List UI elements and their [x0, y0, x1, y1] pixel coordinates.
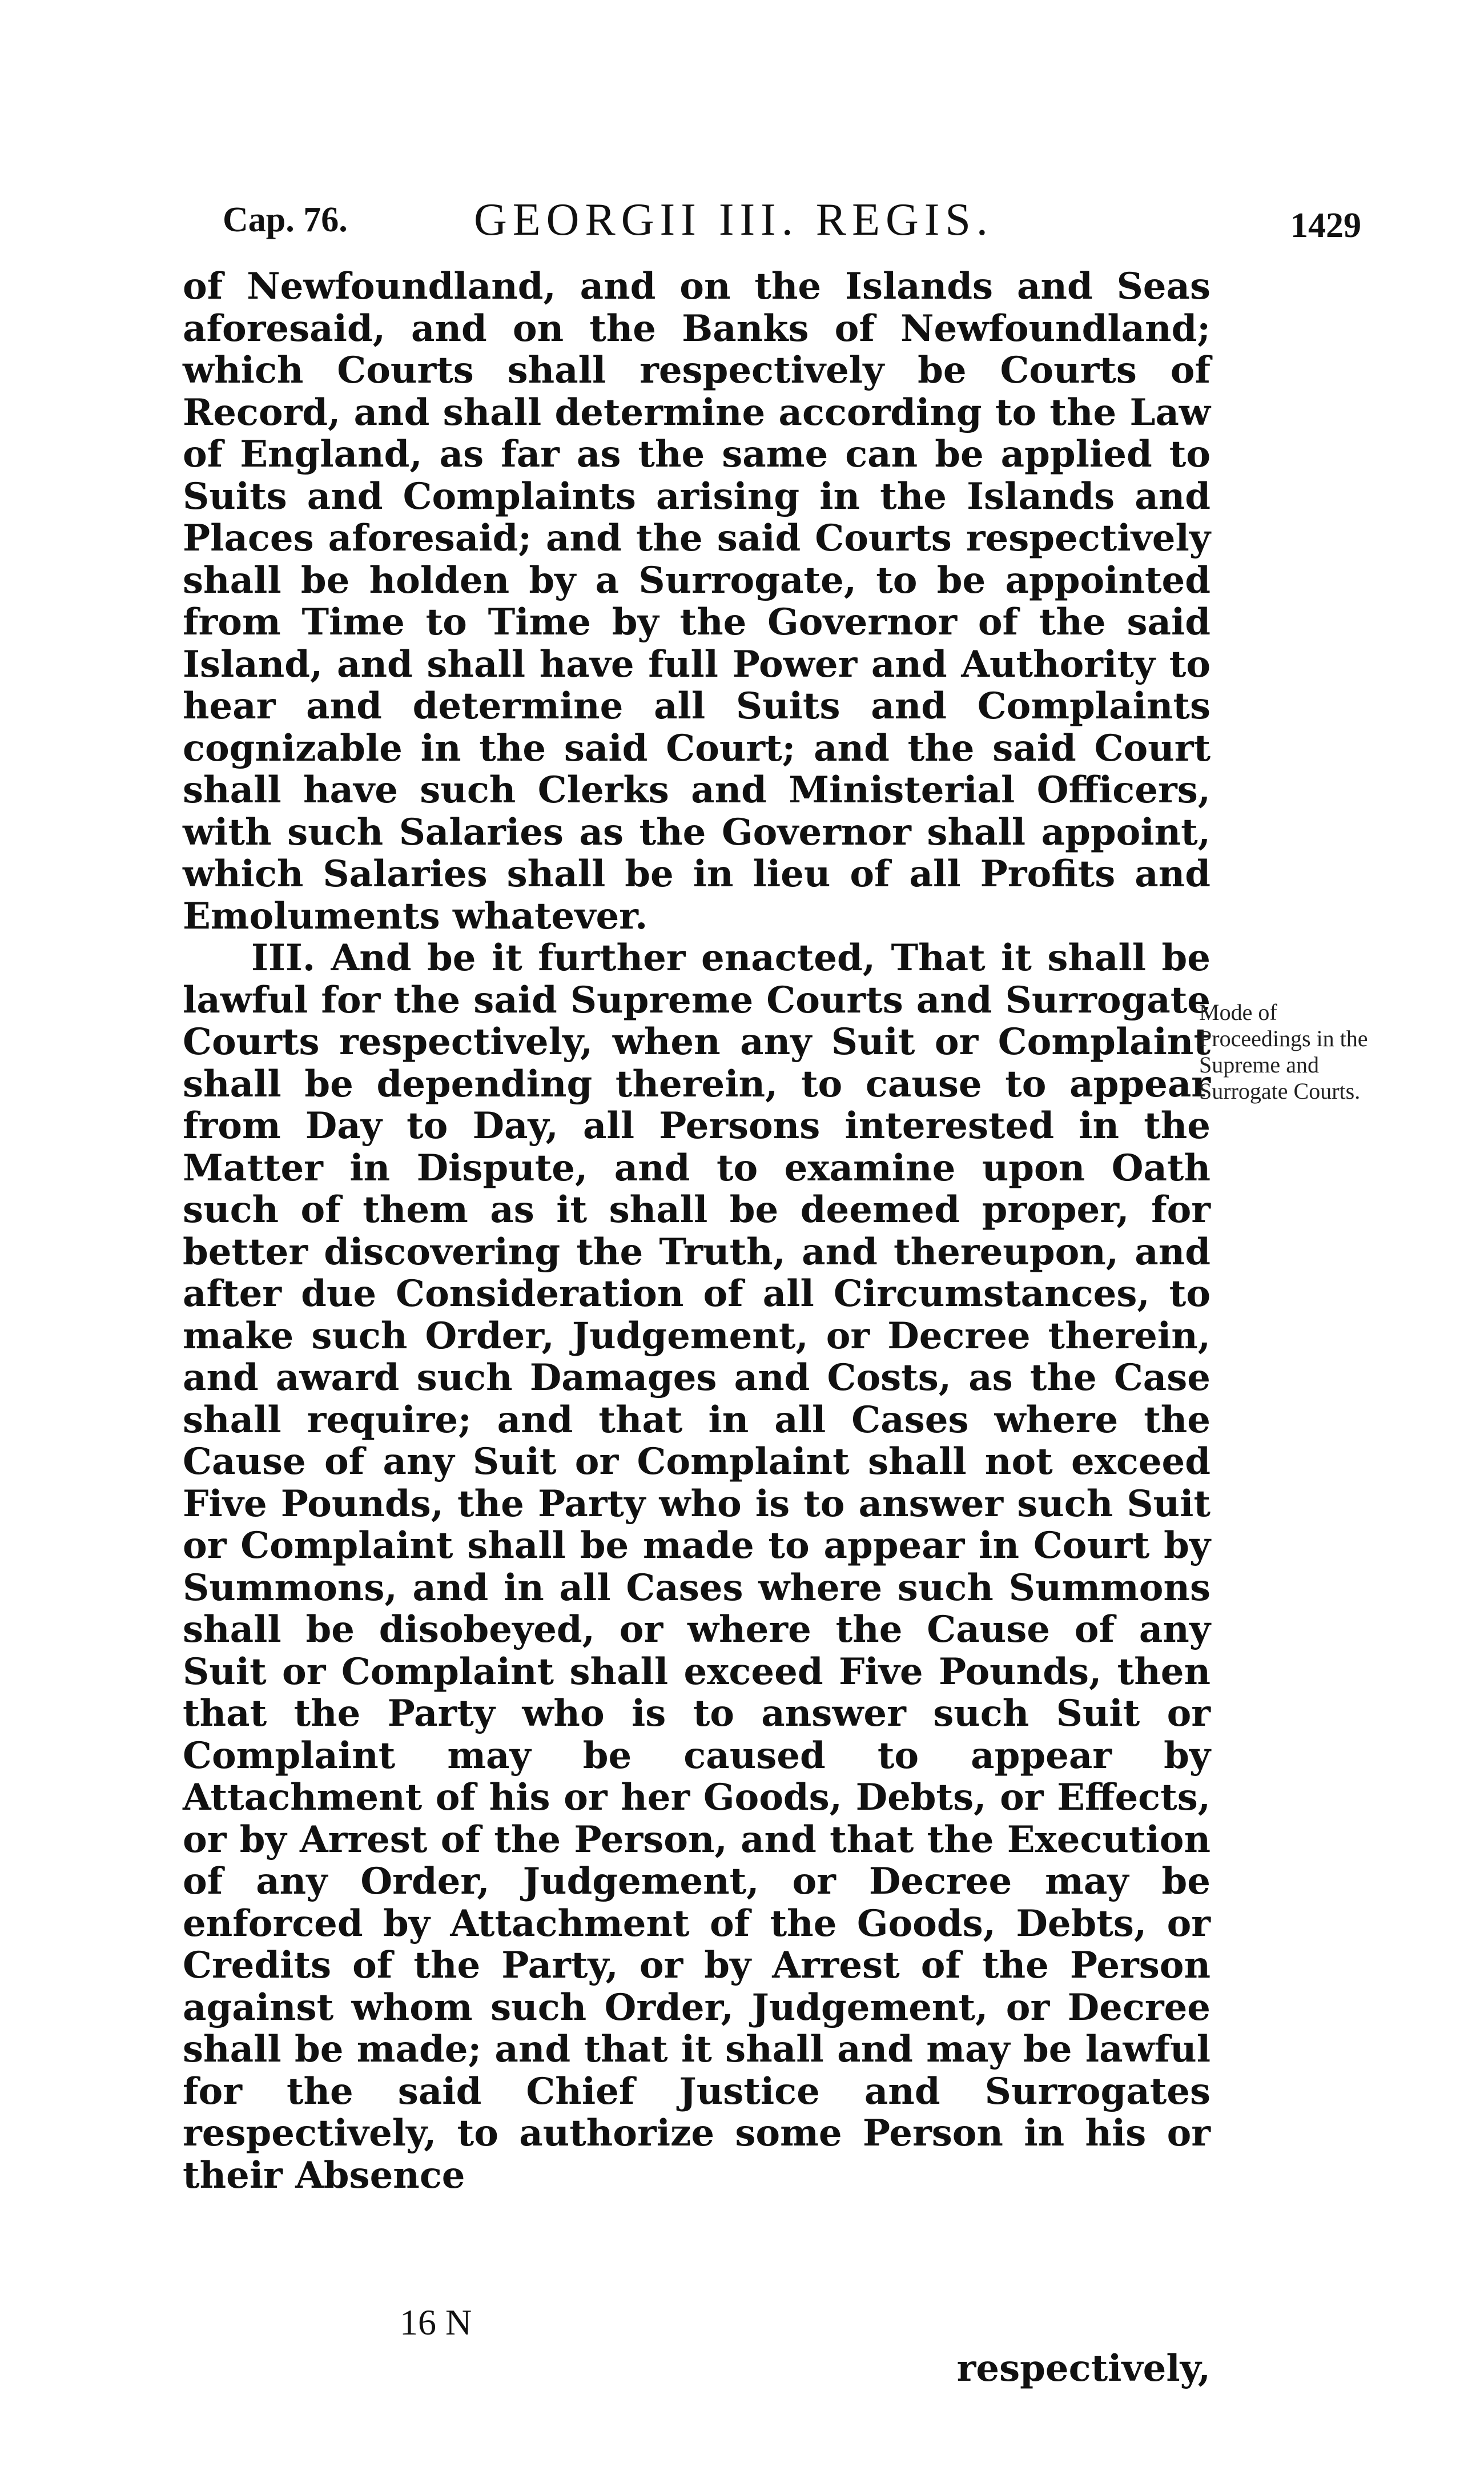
- page-number: 1429: [1290, 206, 1361, 245]
- margin-note: Mode of Proceedings in the Supreme and Surrogate Courts.: [1199, 999, 1368, 1104]
- running-head: GEORGII III. REGIS.: [474, 195, 994, 245]
- paragraph-section-iii: III. And be it further enacted, That it shall be lawful for the said Supreme Courts and Surrogate Courts respectively, when any Suit or Complaint shall be depending therein, to cause to appear from Day to Day, all Persons interested in the Matter in Dispute, and to examine upon Oath such of them as it shall be deemed proper, for better discovering the Truth, and thereupon, and after due Consideration of all Circumstances, to make such Order, Judgement, or Decree therein, and award such Damages and Costs, as the Case shall require; and that in all Cases where the Cause of any Suit or Complaint shall not exceed Five Pounds, the Party who is to answer such Suit or Complaint shall be made to appear in Court by Summons, and in all Cases where such Summons shall be disobeyed, or where the Cause of any Suit or Complaint shall exceed Five Pounds, then that the Party who is to answer such Suit or Complaint may be caused to appear by Attachment of his or her Goods, Debts, or Effects, or by Arrest of the Person, and that the Execution of any Order, Judgement, or Decree may be enforced by Attachment of the Goods, Debts, or Credits of the Party, or by Arrest of the Person against whom such Order, Judgement, or Decree shall be made; and that it shall and may be lawful for the said Chief Justice and Surrogates respectively, to authorize some Person in his or their Absence: [183, 937, 1210, 2197]
- signature-mark: 16 N: [400, 2302, 472, 2343]
- body-text: [183, 266, 1210, 2196]
- catchword: respectively,: [956, 2347, 1210, 2390]
- chapter-reference: Cap. 76.: [223, 200, 348, 239]
- paragraph-continued: of Newfoundland, and on the Islands and Seas aforesaid, and on the Banks of Newfoundland; which Courts shall respectively be Courts of Record, and shall determine according to the Law of England, as far as the same can be applied to Suits and Complaints arising in the Islands and Places aforesaid; and the said Courts respectively shall be holden by a Surrogate, to be appointed from Time to Time by the Governor of the said Island, and shall have full Power and Authority to hear and determine all Suits and Complaints cognizable in the said Court; and the said Court shall have such Clerks and Ministerial Officers, with such Salaries as the Governor shall appoint, which Salaries shall be in lieu of all Profits and Emoluments whatever.: [183, 265, 1210, 938]
- page-footer: [183, 2301, 1210, 2416]
